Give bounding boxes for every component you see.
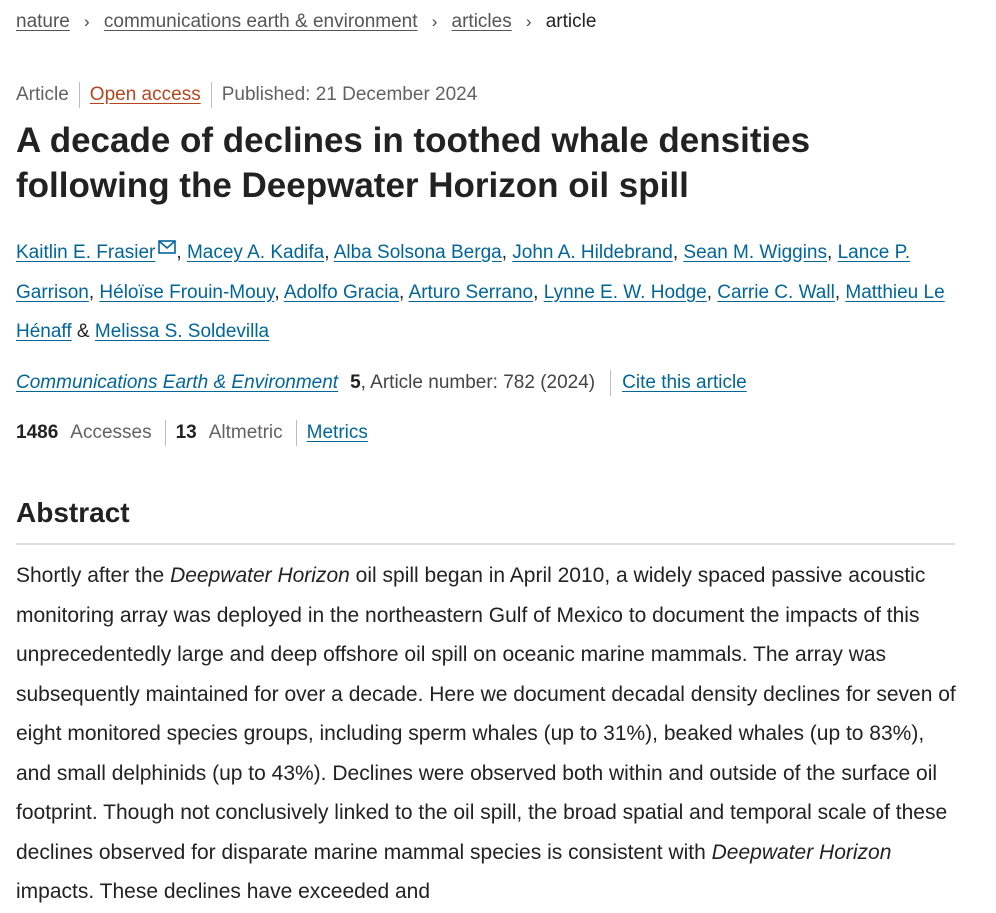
- abstract-segment: oil spill began in April 2010, a widely spaced passive acoustic monitoring array was deployed in the northeastern Gulf of Mexico to document the impacts of this unprecedentedly large and deep offshore oil spill on oceanic marine mammals. The array was subsequently maintained for over a decade. Here we document decadal density declines for seven of eight monitored species groups, including sperm whales (up to 31%), beaked whales (up to 83%), and small delphinids (up to 43%). Declines were observed both within and outside of the surface oil footprint. Though not conclusively linked to the oil spill, the broad spatial and temporal scale of these declines observed for disparate marine mammal species is consistent with: [16, 564, 956, 864]
- author-link[interactable]: Lynne E. W. Hodge: [543, 281, 707, 303]
- breadcrumb: [16, 11, 596, 33]
- author-separator: ,: [399, 281, 405, 303]
- author-link[interactable]: Macey A. Kadifa: [186, 242, 325, 263]
- author-link[interactable]: Sean M. Wiggins: [683, 242, 828, 263]
- altmetric-label: Altmetric: [208, 422, 283, 443]
- divider: [79, 82, 80, 108]
- breadcrumb-articles[interactable]: articles: [451, 11, 512, 32]
- mail-icon[interactable]: [158, 229, 176, 269]
- author-link[interactable]: Carrie C. Wall: [717, 281, 835, 303]
- divider: [211, 82, 212, 108]
- author-separator: ,: [706, 281, 712, 303]
- cite-this-article-link[interactable]: Cite this article: [622, 372, 747, 393]
- citation-details: , Article number: 782 (2024): [360, 372, 596, 393]
- author-link[interactable]: John A. Hildebrand: [512, 242, 673, 263]
- chevron-right-icon: ›: [525, 12, 532, 31]
- author-link[interactable]: Lance P. Garrison: [16, 242, 911, 303]
- author-separator: ,: [672, 242, 679, 263]
- divider: [165, 420, 166, 446]
- published-date: Published: 21 December 2024: [221, 84, 478, 105]
- author-separator: ,: [834, 281, 841, 303]
- abstract-segment: Shortly after the: [16, 564, 171, 587]
- article-title: A decade of declines in toothed whale densities following the Deepwater Horizon oil spill: [16, 121, 811, 205]
- author-separator: ,: [176, 242, 182, 263]
- article-meta: [16, 82, 477, 108]
- author-separator: ,: [533, 281, 539, 303]
- section-divider: [16, 543, 955, 545]
- author-link[interactable]: Kaitlin E. Frasier: [16, 242, 156, 263]
- author-list: [16, 229, 961, 352]
- metrics-link[interactable]: Metrics: [306, 422, 368, 443]
- breadcrumb-nature[interactable]: nature: [16, 11, 70, 32]
- author-link[interactable]: Adolfo Gracia: [283, 281, 399, 303]
- divider: [610, 370, 611, 396]
- author-link[interactable]: Héloïse Frouin-Mouy: [99, 281, 275, 303]
- author-separator: &: [76, 321, 90, 342]
- author-link[interactable]: Matthieu Le Hénaff: [16, 281, 945, 342]
- author-separator: ,: [501, 242, 507, 263]
- author-separator: ,: [324, 242, 330, 263]
- chevron-right-icon: ›: [84, 12, 90, 31]
- abstract-emphasis: Deepwater Horizon: [170, 564, 350, 587]
- abstract-emphasis: Deepwater Horizon: [711, 840, 892, 864]
- author-separator: ,: [827, 242, 833, 263]
- journal-volume: 5: [350, 372, 361, 393]
- metrics-bar: [16, 420, 368, 446]
- citation-line: [16, 370, 747, 396]
- author-separator: ,: [88, 281, 95, 303]
- author-separator: ,: [274, 281, 280, 303]
- altmetric-count: 13: [175, 422, 197, 443]
- open-access-link[interactable]: Open access: [89, 84, 201, 105]
- abstract-segment: impacts. These declines have exceeded and: [16, 880, 431, 903]
- article-type: Article: [16, 84, 69, 105]
- abstract-heading: Abstract: [16, 497, 130, 528]
- author-link[interactable]: Arturo Serrano: [408, 281, 534, 303]
- breadcrumb-journal[interactable]: communications earth & environment: [103, 11, 418, 32]
- author-link[interactable]: Melissa S. Soldevilla: [94, 321, 270, 342]
- author-link[interactable]: Alba Solsona Berga: [333, 242, 502, 263]
- accesses-label: Accesses: [70, 422, 152, 443]
- journal-link[interactable]: Communications Earth & Environment: [16, 372, 339, 393]
- abstract-text: [16, 556, 961, 912]
- chevron-right-icon: ›: [431, 12, 438, 31]
- divider: [296, 420, 297, 446]
- breadcrumb-current: article: [545, 11, 597, 32]
- accesses-count: 1486: [16, 422, 59, 443]
